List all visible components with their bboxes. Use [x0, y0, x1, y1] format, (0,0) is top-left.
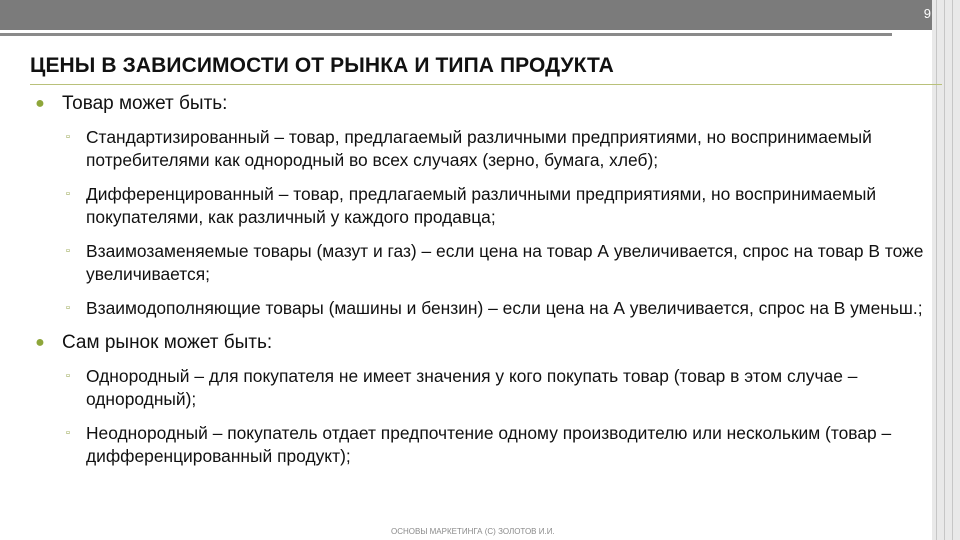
square-bullet-icon: ▫ [66, 131, 70, 143]
bullet-text: Товар может быть: [62, 93, 228, 114]
sub-bullet-text: Стандартизированный – товар, предлагаемый различными предприятиями, но воспринимаемый потребителями как однородный во всех случаях (зерно, бумага, хлеб); [86, 127, 872, 170]
sub-bullet-item [58, 365, 935, 411]
sub-bullet-text: Взаимодополняющие товары (машины и бензин) – если цена на А увеличивается, спрос на В уменьш.; [86, 298, 923, 318]
sub-bullet-text: Неоднородный – покупатель отдает предпочтение одному производителю или нескольким (товар – дифференцированный продукт); [86, 423, 892, 466]
footer-text: ОСНОВЫ МАРКЕТИНГА (С) ЗОЛОТОВ И.И. [391, 527, 555, 536]
header-bar [0, 0, 932, 30]
edge-line [944, 0, 945, 540]
bullet-item [30, 331, 935, 355]
square-bullet-icon: ▫ [66, 427, 70, 439]
page-number: 9 [923, 6, 931, 21]
header-underline [0, 33, 892, 36]
sub-bullet-item [58, 422, 935, 468]
square-bullet-icon: ▫ [66, 370, 70, 382]
sub-bullet-item [58, 126, 935, 172]
edge-line [952, 0, 953, 540]
bullet-dot-icon: ● [35, 334, 45, 351]
sub-bullet-text: Однородный – для покупателя не имеет значения у кого покупать товар (товар в этом случае – однородный); [86, 366, 858, 409]
sub-bullet-text: Взаимозаменяемые товары (мазут и газ) – если цена на товар А увеличивается, спрос на товар В тоже увеличивается; [86, 241, 924, 284]
title-rule [30, 84, 942, 85]
slide-content [30, 92, 935, 479]
edge-line [936, 0, 937, 540]
bullet-text: Сам рынок может быть: [62, 332, 273, 353]
slide-title: ЦЕНЫ В ЗАВИСИМОСТИ ОТ РЫНКА И ТИПА ПРОДУКТА [30, 54, 614, 77]
sub-bullet-item [58, 183, 935, 229]
bullet-item [30, 92, 935, 116]
bullet-dot-icon: ● [35, 95, 45, 112]
square-bullet-icon: ▫ [66, 245, 70, 257]
sub-bullet-item [58, 297, 935, 320]
square-bullet-icon: ▫ [66, 302, 70, 314]
sub-bullet-item [58, 240, 935, 286]
sub-bullet-text: Дифференцированный – товар, предлагаемый различными предприятиями, но воспринимаемый покупателями, как различный у каждого продавца; [86, 184, 877, 227]
square-bullet-icon: ▫ [66, 188, 70, 200]
